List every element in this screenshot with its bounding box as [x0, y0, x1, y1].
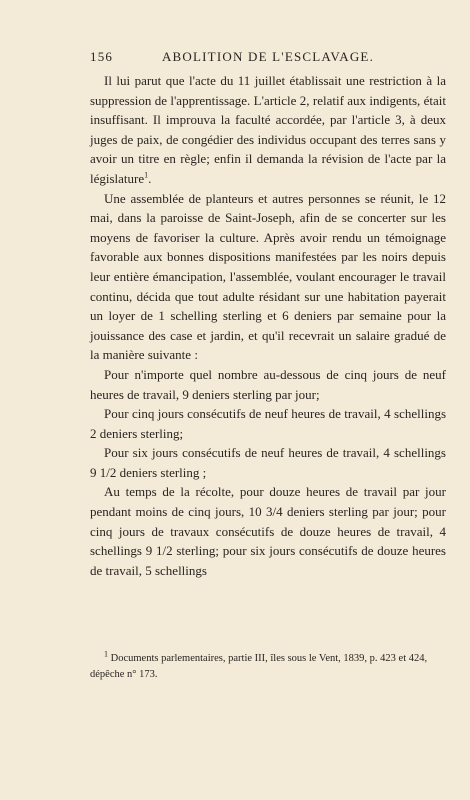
page-header — [90, 49, 446, 71]
paragraph: Pour cinq jours consécutifs de neuf heures de travail, 4 schellings 2 deniers sterling; — [90, 406, 446, 441]
footnote — [90, 651, 446, 683]
footnote-marker: 1 — [104, 649, 108, 659]
paragraph — [90, 71, 446, 189]
footnote-reference: 1 — [144, 170, 149, 180]
running-title: ABOLITION DE L'ESCLAVAGE. — [161, 49, 375, 64]
paragraph-text: Il lui parut que l'acte du 11 juillet établissait une restriction à la suppression de l'apprentissage. L'article 2, relatif aux indigents, était insuffisant. Il improuva la faculté accordée, par l'article 3, à deux juges de paix, de congédier des individus occupant des terres sans y avoir un titre en règle; enfin il demanda la révision de l'acte par la législature — [90, 73, 446, 186]
paragraph: Une assemblée de planteurs et autres personnes se réunit, le 12 mai, dans la paroisse de Saint-Joseph, afin de se concerter sur les moyens de favoriser la culture. Après avoir rendu un témoignage favorable aux bonnes dispositions manifestées par les noirs depuis leur entière émancipation, l'assemblée, voulant encourager le travail continu, décida que tout adulte résidant sur une habitation payerait un loyer de 1 schelling sterling et 6 deniers par semaine pour la jouissance des case et jardin, et qu'il recevrait un salaire gradué de la manière suivante : — [90, 190, 446, 363]
footnote-text: Documents parlementaires, partie III, îles sous le Vent, 1839, p. 423 et 424, dépêche n° 173. — [90, 653, 428, 680]
paragraph: Au temps de la récolte, pour douze heures de travail par jour pendant moins de cinq jours, 10 3/4 deniers sterling par jour; pour cinq jours de travaux consécutifs de douze heures de travail, 4 schellings 9 1/2 sterling; pour six jours consécutifs de douze heures de travail, 5 schellings — [90, 484, 446, 578]
paragraph: Pour six jours consécutifs de neuf heures de travail, 4 schellings 9 1/2 deniers sterling ; — [90, 445, 446, 480]
body-text — [90, 71, 446, 580]
paragraph: Pour n'importe quel nombre au-dessous de cinq jours de neuf heures de travail, 9 deniers sterling par jour; — [90, 366, 446, 402]
page-number: 156 — [90, 49, 114, 64]
paragraph-end-punctuation: . — [148, 170, 152, 186]
